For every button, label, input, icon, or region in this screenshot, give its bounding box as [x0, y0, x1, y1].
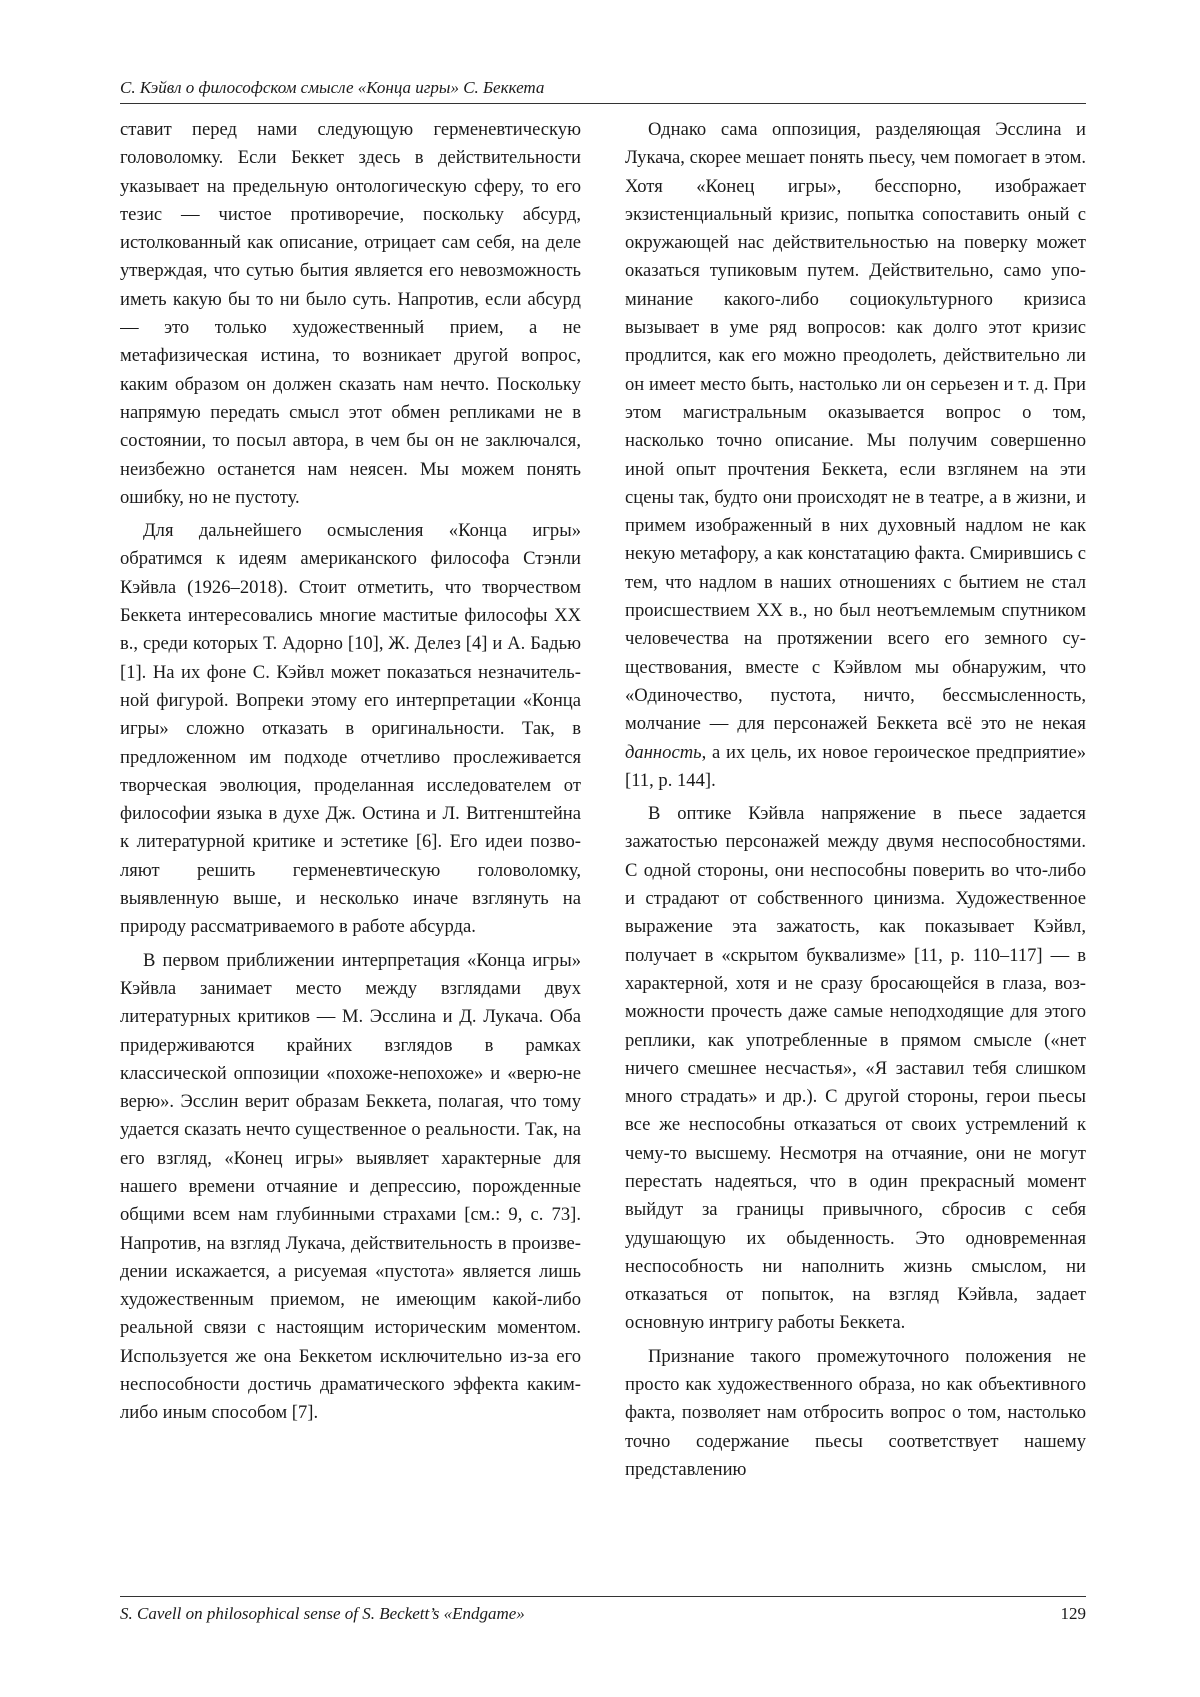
paragraph: ставит перед нами следующую герменевтическую головоломку. Если Беккет здесь в действительности указывает на предельную онтологическую сферу, то его тезис — чистое противоречие, поскольку абсурд, истолкованный как описание, отрицает сам себя, на деле утверждая, что сутью бытия является его невозможность иметь какую бы то ни было суть. Напротив, если абсурд — это только художественный прием, а не метафизическая истина, то возникает другой вопрос, каким образом он должен сказать нам нечто. Поскольку напрямую передать смысл этот обмен репликами не в состоянии, то посыл автора, в чем бы он не заключался, неизбежно останется нам неясен. Мы можем понять ошибку, но не пустоту.	[120, 119, 581, 508]
footer-rule	[120, 1596, 1086, 1597]
right-column	[625, 116, 1086, 1582]
body-columns	[120, 116, 1086, 1582]
paragraph: Для дальнейшего осмысления «Конца игры» обратимся к идеям американского философа Стэнли Кэйвла (1926–2018). Стоит отметить, что творчеством Беккета интересовались многие маститые философы XX в., среди которых Т. Адорно [10], Ж. Делез [4] и А. Бадью [1]. На их фоне С. Кэйвл может показаться незначительной фигурой. Вопреки этому его интерпретации «Конца игры» сложно отказать в оригинальности. Так, в предложенном им подходе отчетливо прослеживается творческая эволюция, проделанная исследователем от философии языка в духе Дж. Остина и Л. Витгенштейна к литературной критике и эстетике [6]. Его идеи позволяют решить герменевтическую головоломку, выявленную выше, и несколько иначе взглянуть на природу рассматриваемого в работе абсурда.	[120, 520, 581, 938]
paragraph: В оптике Кэйвла напряжение в пьесе задается зажатостью персонажей между двумя неспособностями. С одной стороны, они неспособны поверить во что-либо и страдают от собственного цинизма. Художественное выражение эта зажатость, как показывает Кэйвл, получает в «скрытом буквализме» [11, p. 110–117] — в характерной, хотя и не сразу бросающейся в глаза, возможности прочесть даже самые неподходящие для этого реплики, как употребленные в прямом смысле («нет ничего смешнее несчастья», «Я заставил тебя слишком много страдать» и др.). С другой стороны, герои пьесы все же неспособны отказаться от своих устремлений к чему-то высшему. Несмотря на отчаяние, они не могут перестать надеяться, что в один прекрасный момент выйдут за границы привычного, сбросив с себя удушающую их обыденность. Это одновременная неспособность ни наполнить жизнь смыслом, ни отказаться от попыток, на взгляд Кэйвла, задает основную интригу работы Беккета.	[625, 803, 1086, 1334]
footer-title: S. Cavell on philosophical sense of S. Beckett’s «Endgame»	[120, 1604, 525, 1623]
page-number: 129	[1060, 1604, 1086, 1623]
running-head: С. Кэйвл о философском смысле «Конца игры» С. Беккета	[120, 78, 545, 97]
left-column	[120, 116, 581, 1582]
paragraph: Признание такого промежуточного положения не просто как художественного образа, но как объективного факта, позволяет нам отбросить вопрос о том, настолько точно содержание пьесы соответствует нашему представлению	[625, 1345, 1086, 1480]
paragraph: В первом приближении интерпретация «Конца игры» Кэйвла занимает место между взглядами двух литературных критиков — М. Эсслина и Д. Лукача. Оба придерживаются крайних взглядов в рамках классической оппозиции «похоже-непохоже» и «верю-не верю». Эсслин верит образам Беккета, полагая, что тому удается сказать нечто существенное о реальности. Так, на его взгляд, «Конец игры» выявляет характерные для нашего времени отчаяние и депрессию, порожденные общими всем нам глубинными страхами [см.: 9, с. 73]. Напротив, на взгляд Лукача, действительность в произведении искажается, а рисуемая «пустота» является лишь художественным приемом, не имеющим какой-либо реальной связи с настоящим историческим моментом. Используется же она Беккетом исключительно из-за его неспособности достичь драматического эффекта каким-либо иным способом [7].	[120, 949, 581, 1424]
paragraph-text: Однако сама оппозиция, разделяющая Эсслина и Лукача, скорее мешает понять пьесу, чем помогает в этом. Хотя «Конец игры», бесспорно, изображает экзистенциальный кризис, попытка сопоставить оный с окружающей нас действительностью на поверку может оказаться тупиковым путем. Действительно, само упоминание какого-либо социокультурного кризиса вызывает в уме ряд вопросов: как долго этот кризис продлится, как его можно преодолеть, действительно ли он имеет место быть, настолько ли он серьезен и т. д. При этом магистральным оказывается вопрос о том, насколько точно описание. Мы получим совершенно иной опыт прочтения Беккета, если взглянем на эти сцены так, будто они происходят не в театре, а в жизни, и примем изображенный в них духовный надлом не как некую метафору, а как констатацию факта. Смирившись с тем, что надлом в наших отношениях с бытием не стал происшествием XX в., но был неотъемлемым спутником человечества на протяжении всего его земного существования, вместе с Кэйвлом мы обнаружим, что «Одиночество, пустота, ничто, бессмысленность, молчание — для персонажей Беккета всё это не некая	[625, 119, 1086, 735]
header-rule	[120, 103, 1086, 104]
paragraph-text: , а их цель, их новое героическое предприятие» [11, p. 144].	[625, 741, 1086, 791]
paragraph	[625, 116, 1086, 795]
emphasis-text: данность	[625, 741, 702, 763]
